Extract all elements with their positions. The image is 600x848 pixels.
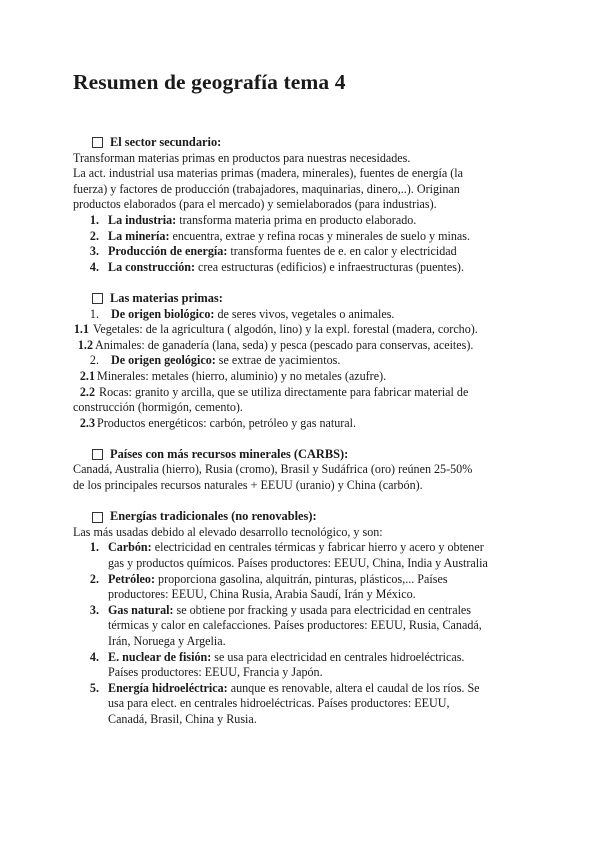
paragraph-line: construcción (hormigón, cemento). (73, 400, 243, 415)
list-item: 1. De origen biológico: de seres vivos, vegetales o animales. (89, 306, 395, 321)
page-title: Resumen de geografía tema 4 (73, 70, 346, 94)
list-item: 2.2 Rocas: granito y arcilla, que se utiliza directamente para fabricar material de (79, 384, 469, 399)
paragraph-line: fuerza) y factores de producción (trabajadores, maquinarias, dinero,..). Originan (73, 181, 460, 196)
document-body (73, 135, 543, 728)
list-item: 4. La construcción: crea estructuras (edificios) e infraestructuras (puentes). (89, 259, 464, 274)
section-heading-materias: Las materias primas: (73, 291, 543, 307)
list-item: 2. La minería: encuentra, extrae y refina rocas y minerales de suelo y minas. (89, 228, 471, 243)
paragraph-line: La act. industrial usa materias primas (madera, minerales), fuentes de energía (la (73, 166, 463, 181)
list-item: 1.1 Vegetales: de la agricultura ( algodón, lino) y la expl. forestal (madera, corcho). (73, 322, 478, 337)
paragraph-line: Las más usadas debido al elevado desarrollo tecnológico, y son: (73, 524, 383, 539)
list-item: 2.3 Productos energéticos: carbón, petróleo y gas natural. (79, 415, 357, 430)
list-item: 1. Carbón: electricidad en centrales térmicas y fabricar hierro y acero y obtener gas y productos químicos. Países productores: EEUU, China, India y Australia (89, 540, 488, 571)
section-heading-secundario: El sector secundario: (73, 135, 543, 151)
checkbox-icon (92, 293, 103, 304)
paragraph-line: Canadá, Australia (hierro), Rusia (cromo), Brasil y Sudáfrica (oro) reúnen 25-50% (73, 462, 473, 477)
list-item: 3. Gas natural: se obtiene por fracking y usada para electricidad en centrales térmicas y calor en calefacciones. Países productores: EEUU, Rusia, Canadá, Irán, Noruega y Argelia. (89, 602, 482, 648)
paragraph-line: productos elaborados (para el mercado) y semielaborados (para industrias). (73, 197, 437, 212)
list-item: 3. Producción de energía: transforma fuentes de e. en calor y electricidad (89, 244, 457, 259)
list-item: 4. E. nuclear de fisión: se usa para electricidad en centrales hidroeléctricas. Países productores: EEUU, Francia y Japón. (89, 649, 465, 680)
section-heading-energias: Energías tradicionales (no renovables): (73, 509, 543, 525)
paragraph-line: Transforman materias primas en productos para nuestras necesidades. (73, 150, 411, 165)
list-item: 2. De origen geológico: se extrae de yacimientos. (89, 353, 341, 368)
list-item: 1.2 Animales: de ganadería (lana, seda) y pesca (pescado para conservas, aceites). (77, 337, 474, 352)
checkbox-icon (92, 449, 103, 460)
list-item: 5. Energía hidroeléctrica: aunque es renovable, altera el caudal de los ríos. Se usa para elect. en centrales hidroeléctricas. Países productores: EEUU, Canadá, Brasil, China y Rusia. (89, 680, 480, 726)
paragraph-line: de los principales recursos naturales + EEUU (uranio) y China (carbón). (73, 478, 423, 493)
section-heading-paises: Países con más recursos minerales (CARBS): (73, 447, 543, 463)
list-item: 2. Petróleo: proporciona gasolina, alquitrán, pinturas, plásticos,... Países productores: EEUU, China Rusia, Arabia Saudí, Irán y México. (89, 571, 448, 602)
checkbox-icon (92, 137, 103, 148)
list-item: 1. La industria: transforma materia prima en producto elaborado. (89, 212, 417, 227)
checkbox-icon (92, 512, 103, 523)
list-item: 2.1 Minerales: metales (hierro, aluminio) y no metales (azufre). (79, 368, 387, 383)
